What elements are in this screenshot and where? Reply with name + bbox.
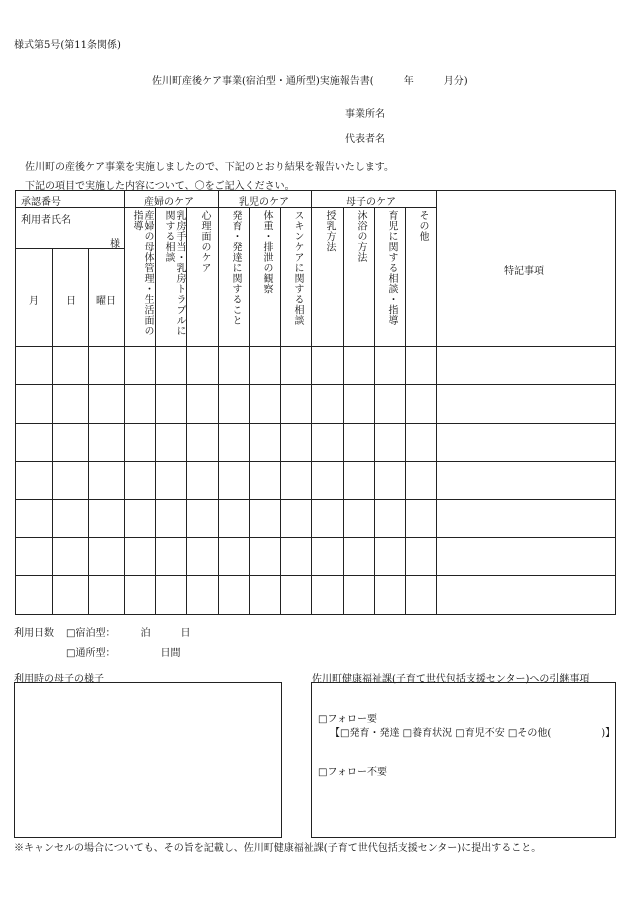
- grid-line: [343, 207, 344, 614]
- group-mother-child-care: 母子のケア: [346, 197, 396, 208]
- mother-child-state-box[interactable]: [14, 682, 282, 838]
- grid-line: [186, 207, 187, 614]
- handover-box: [311, 682, 616, 838]
- col-maternal-health: 産婦の母体管理・生活面の指導: [131, 210, 153, 336]
- grid-line: [88, 248, 89, 614]
- grid-line: [218, 190, 219, 614]
- intro-text: 佐川町の産後ケア事業を実施しましたので、下記のとおり結果を報告いたします。: [25, 162, 394, 173]
- grid-line: [15, 499, 615, 500]
- follow-not-required-option[interactable]: □フォロー不要: [318, 767, 387, 778]
- grid-line: [15, 248, 124, 249]
- weekday-label: 曜日: [96, 296, 116, 307]
- col-bathing: 沐浴の方法: [355, 210, 366, 263]
- sama-label: 様: [110, 239, 120, 250]
- mother-child-state-label: 利用時の母子の様子: [14, 674, 104, 685]
- grid-line: [280, 207, 281, 614]
- stay-type-option[interactable]: □宿泊型： 泊 日: [66, 628, 191, 639]
- col-psych-care: 心理面のケア: [199, 210, 210, 273]
- handover-label: 佐川町健康福祉課(子育て世代包括支援センター)への引継事項: [312, 674, 590, 685]
- follow-required-option[interactable]: □フォロー要: [318, 714, 377, 725]
- grid-line: [15, 575, 615, 576]
- grid-line: [15, 423, 615, 424]
- follow-items[interactable]: 【□発育・発達 □養育状況 □育児不安 □その他( )】: [330, 728, 616, 739]
- report-table: [15, 190, 615, 614]
- col-childcare-consult: 育児に関する相談・指導: [386, 210, 397, 326]
- group-maternal-care: 産婦のケア: [144, 197, 194, 208]
- col-feeding: 授乳方法: [324, 210, 335, 252]
- grid-line: [124, 190, 125, 614]
- instruction-text: 下記の項目で実施した内容について、〇をご記入ください。: [25, 181, 295, 192]
- grid-line: [374, 207, 375, 614]
- table-border: [15, 190, 616, 615]
- footnote: ※キャンセルの場合についても、その旨を記載し、佐川町健康福祉課(子育て世代包括支援センター)に提出すること。: [14, 843, 542, 854]
- col-skincare: スキンケアに関する相談: [292, 210, 303, 326]
- grid-line: [311, 190, 312, 614]
- grid-line: [155, 207, 156, 614]
- col-breast-care: 乳房手当・乳房トラブルに関する相談: [163, 210, 185, 336]
- office-name-label: 事業所名: [345, 109, 385, 120]
- grid-line: [249, 207, 250, 614]
- month-label: 月: [29, 296, 39, 307]
- grid-line: [15, 346, 615, 347]
- page-title: 佐川町産後ケア事業(宿泊型・通所型)実施報告書( 年 月分): [152, 76, 468, 87]
- grid-line: [15, 461, 615, 462]
- col-development: 発育・発達に関すること: [230, 210, 241, 326]
- grid-line: [15, 537, 615, 538]
- grid-line: [405, 207, 406, 614]
- grid-line: [52, 248, 53, 614]
- grid-line: [436, 190, 437, 614]
- col-other: その他: [417, 210, 428, 242]
- form-number: 様式第5号(第11条関係): [14, 40, 121, 51]
- representative-label: 代表者名: [345, 134, 385, 145]
- col-remarks: 特記事項: [504, 266, 544, 277]
- grid-line: [15, 384, 615, 385]
- approval-number-label: 承認番号: [21, 197, 61, 208]
- user-name-label: 利用者氏名: [21, 215, 71, 226]
- day-label: 日: [66, 296, 76, 307]
- col-weight-excretion: 体重・排泄の観察: [261, 210, 272, 294]
- usage-days-label: 利用日数: [14, 628, 54, 639]
- group-infant-care: 乳児のケア: [239, 197, 289, 208]
- day-type-option[interactable]: □通所型： 日間: [66, 648, 181, 659]
